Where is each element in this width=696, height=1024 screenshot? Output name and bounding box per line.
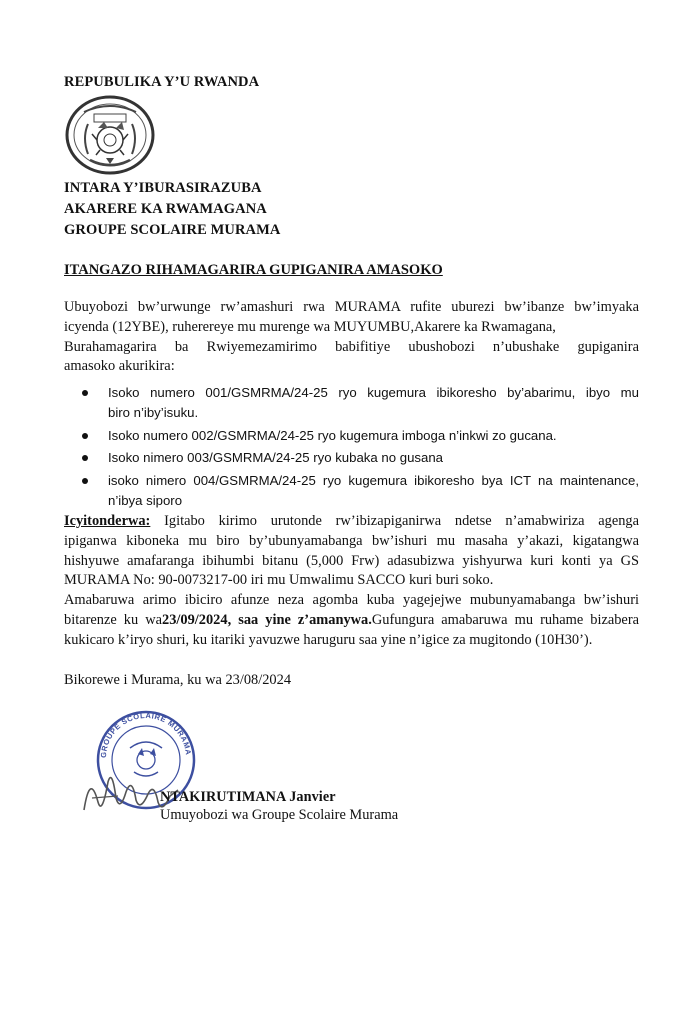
- bullet-icon: [82, 455, 88, 461]
- country-heading: REPUBULIKA Y’U RWANDA: [64, 74, 260, 90]
- intro-line: icyenda (12YBE), ruherereye mu murenge wa MUYUMBU,Akarere ka Rwamagana,: [64, 318, 556, 335]
- note-text: Igitabo kirimo urutonde rw’ibizapiganirwa ndetse n’amabwiriza agenga: [150, 513, 639, 529]
- list-item: [108, 383, 639, 423]
- deadline-text: bitarenze ku wa: [64, 611, 163, 628]
- bullet-icon: [82, 433, 88, 439]
- province-heading: INTARA Y’IBURASIRAZUBA: [64, 180, 262, 196]
- intro-paragraph: [64, 298, 639, 377]
- tender-list: [108, 383, 639, 511]
- deadline-date: 23/09/2024, saa yine z’amanywa.: [162, 611, 372, 628]
- deadline-text: Gufungura amabaruwa mu ruhame bizabera: [371, 611, 639, 628]
- list-item: [108, 448, 639, 468]
- list-item: [108, 471, 639, 511]
- deadline-line: Amabaruwa arimo ibiciro afunze neza agomba kuba yagejejwe mubunyamabanga bw’ishuri: [64, 592, 639, 608]
- intro-line: Ubuyobozi bw’urwunge rw’amashuri rwa MURAMA rufite uburezi bw’ibanze bw’imyaka: [64, 299, 639, 315]
- deadline-line: kukicaro k’iryo shuri, ku itariki yavuzwe haruguru saa yine n’igice za mugitondo (10H30’).: [64, 631, 593, 648]
- stamp-ring-text: GROUPE SCOLAIRE MURAMA: [98, 710, 193, 759]
- note-line: ipiganwa kiboneka mu biro by’ubunyamabanga bw’ishuri mu masaha y’akazi, kigatangwa: [64, 532, 639, 549]
- place-date: Bikorewe i Murama, ku wa 23/08/2024: [64, 672, 292, 688]
- rwanda-coat-of-arms-logo: [64, 94, 156, 176]
- item-line: isoko nimero 004/GSMRMA/24-25 ryo kugemura ibikoresho bya ICT na maintenance,: [108, 473, 639, 489]
- list-item: [108, 426, 639, 446]
- item-line: Isoko nimero 003/GSMRMA/24-25 ryo kubaka no gusana: [108, 450, 443, 466]
- notice-title: ITANGAZO RIHAMAGARIRA GUPIGANIRA AMASOKO: [64, 262, 443, 278]
- item-line: Isoko numero 002/GSMRMA/24-25 ryo kugemura imboga n’inkwi zo gucana.: [108, 427, 557, 443]
- signatory-name: NTAKIRUTIMANA Janvier: [160, 789, 336, 805]
- bullet-icon: [82, 478, 88, 484]
- school-heading: GROUPE SCOLAIRE MURAMA: [64, 222, 281, 238]
- item-line: Isoko numero 001/GSMRMA/24-25 ryo kugemura ibikoresho by’abarimu, ibyo mu: [108, 385, 639, 400]
- item-line: biro n’iby’isuku.: [108, 404, 199, 420]
- note-label: Icyitonderwa:: [64, 513, 151, 529]
- intro-line: amasoko akurikira:: [64, 358, 175, 375]
- signatory-role: Umuyobozi wa Groupe Scolaire Murama: [160, 807, 399, 823]
- deadline-paragraph: [64, 591, 639, 650]
- bullet-icon: [82, 390, 88, 396]
- note-paragraph: [64, 512, 639, 591]
- item-line: n’ibya siporo: [108, 492, 183, 508]
- note-line: hishyuwe amafaranga ibihumbi bitanu (5,000 Frw) adasubizwa yishyurwa kuri konti ya GS: [64, 552, 639, 569]
- intro-line: Burahamagarira ba Rwiyemezamirimo babifitiye ubushobozi n’ubushake gupiganira: [64, 338, 639, 355]
- district-heading: AKARERE KA RWAMAGANA: [64, 201, 267, 217]
- note-line: MURAMA No: 90-0073217-00 iri mu Umwalimu SACCO kuri buri soko.: [64, 572, 494, 589]
